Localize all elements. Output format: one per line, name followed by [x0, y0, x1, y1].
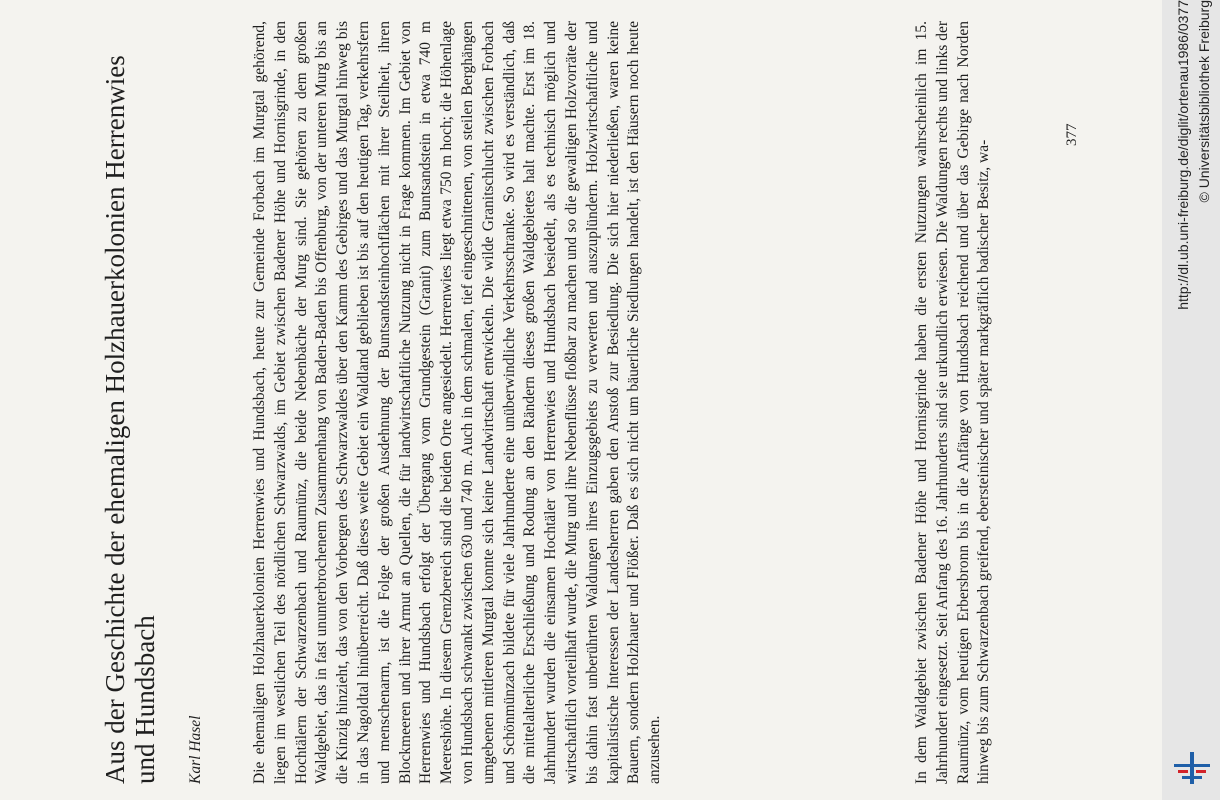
logo-bar-blue-vertical [1190, 752, 1194, 784]
body-paragraph-1: Die ehemaligen Holzhauerkolonien Herrenwies und Hundsbach, heute zur Gemeinde Forbach im Murgtal gehörend, liegen im westlichen Teil des nördlichen Schwarzwalds, im Gebiet zwischen Badener Höhe und Hornisgrinde, in den Hochtälern der Schwarzenbach und Raumünz, die beide Nebenbäche der Murg sind. Sie gehören zu dem großen Waldgebiet, das in fast ununterbrochenem Zusammenhang von Baden-Baden bis Offenburg, von der unteren Murg bis an die Kinzig hinzieht, das von den Vorbergen des Schwarzwaldes über den Kamm des Gebirges und das Murgtal hinweg bis in das Nagoldtal hinüberreicht. Daß dieses weite Gebiet ein Waldland geblieben ist bis auf den heutigen Tag, verkehrsfern und menschenarm, ist die Folge der großen Ausdehnung der Buntsandsteinhochflächen mit ihrer Steilheit, ihren Blockmeeren und ihrer Armut an Quellen, die für landwirtschaftliche Nutzung nicht in Frage kommen. Im Gebiet von Herrenwies und Hundsbach erfolgt der Übergang vom Grundgestein (Granit) zum Buntsandstein in etwa 740 m Meereshöhe. In diesem Grenzbereich sind die beiden Orte angesiedelt. Herrenwies liegt etwa 750 m hoch; die Höhenlage von Hundsbach schwankt zwischen 630 und 740 m. Auch in dem schmalen, tief eingeschnittenen, von steilen Berghängen umgebenen mittleren Murgtal konnte sich keine Landwirtschaft entwickeln. Die wilde Granitschlucht zwischen Forbach und Schönmünzach bildete für viele Jahrhunderte eine unüberwindliche Verkehrsschranke. So wird es verständlich, daß die mittelalterliche Erschließung und Rodung an den Rändern dieses großen Waldgebietes halt machte. Erst im 18. Jahrhundert wurden die einsamen Hochtäler von Herrenwies und Hundsbach besiedelt, als es technisch möglich und wirtschaftlich vorteilhaft wurde, die Murg und ihre Nebenflüsse floßbar zu machen und so die gewaltigen Holzvorräte der bis dahin fast unberührten Waldungen ihres Einzugsgebiets zu verwerten und auszuplündern. Holzwirtschaftliche und kapitalistische Interessen der Landesherren gaben den Anstoß zur Besiedlung. Die sich hier niederließen, waren keine Bauern, sondern Holzhauer und Flößer. Daß es sich nicht um bäuerliche Siedlungen handelt, ist den Häusern noch heute anzusehen. [251, 21, 664, 784]
source-url[interactable]: http://dl.ub.uni-freiburg.de/diglit/ortenau1986/0377 [1175, 0, 1191, 310]
copyright-notice: © Universitätsbibliothek Freiburg [1196, 0, 1212, 203]
logo-bar-red-left [1178, 770, 1188, 773]
body-paragraph-2: In dem Waldgebiet zwischen Badener Höhe und Hornisgrinde haben die ersten Nutzungen wahrscheinlich im 15. Jahrhundert eingesetzt. Seit Anfang des 16. Jahrhunderts sind sie urkundlich erwiesen. Die Waldungen rechts und links der Raumünz, vom heutigen Erbersbronn bis in die Anfänge von Hundsbach reichend und über das Gebirge nach Norden hinweg bis zum Schwarzenbach greifend, ebersteinischer und später markgräflich badischer Besitz, wa- [913, 21, 993, 784]
page-number: 377 [1064, 123, 1080, 146]
article-title: Aus der Geschichte der ehemaligen Holzhauerkolonien Herrenwies und Hundsbach [100, 55, 160, 784]
article-author: Karl Hasel [187, 715, 204, 784]
logo-bar-blue-lower [1182, 776, 1202, 779]
logo-bar-red-right [1196, 770, 1206, 773]
library-logo-icon [1172, 750, 1212, 786]
